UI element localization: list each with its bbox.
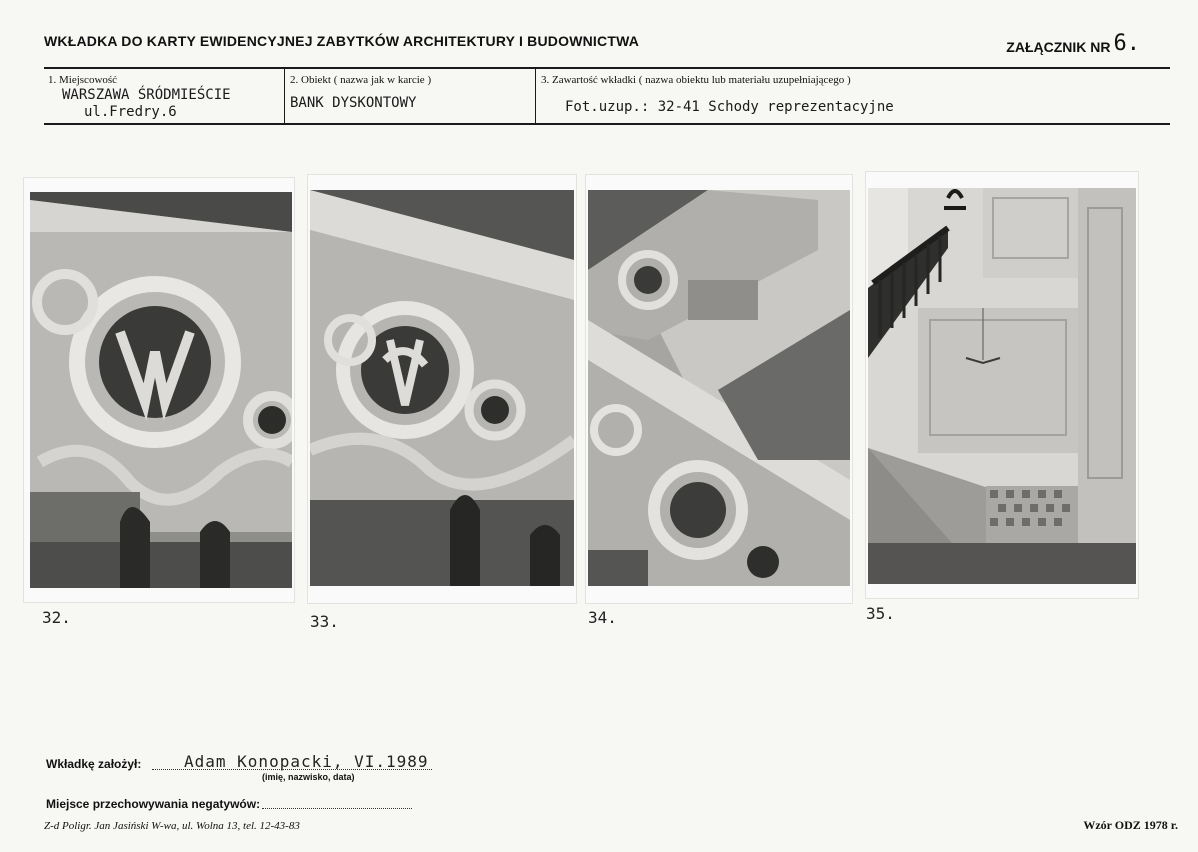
table-bottom-rule (44, 123, 1170, 125)
photo-34-caption: 34. (588, 608, 617, 627)
field-1-value-line2: ul.Fredry.6 (84, 104, 177, 120)
created-by-value: Adam Konopacki, VI.1989 (184, 752, 429, 771)
created-by-hint: (imię, nazwisko, data) (262, 772, 355, 782)
negatives-location-line (262, 808, 412, 809)
attachment-label: ZAŁĄCZNIK NR (1006, 39, 1111, 55)
carved-balustrade-photo-icon (30, 192, 292, 588)
photo-32 (24, 178, 294, 602)
table-top-rule (44, 67, 1170, 69)
field-3-value: Fot.uzup.: 32-41 Schody reprezentacyjne (565, 99, 894, 115)
staircase-photo-icon (588, 190, 850, 586)
printer-imprint: Z-d Poligr. Jan Jasiński W-wa, ul. Wolna 13, tel. 12-43-83 (44, 820, 300, 832)
field-1-value-line1: WARSZAWA ŚRÓDMIEŚCIE (62, 87, 231, 103)
column-divider (284, 68, 285, 124)
negatives-location-label: Miejsce przechowywania negatywów: (46, 797, 261, 811)
field-2-label: 2. Obiekt ( nazwa jak w karcie ) (290, 74, 432, 86)
carved-balustrade-photo-icon (310, 190, 574, 586)
attachment-number (1006, 33, 1140, 58)
photo-33-caption: 33. (310, 612, 339, 631)
field-2-value: BANK DYSKONTOWY (290, 95, 417, 111)
form-model-id: Wzór ODZ 1978 r. (1083, 818, 1178, 832)
created-by-label: Wkładkę założył: (46, 757, 142, 771)
photo-35 (866, 172, 1138, 598)
photo-35-caption: 35. (866, 604, 895, 623)
form-title: WKŁADKA DO KARTY EWIDENCYJNEJ ZABYTKÓW ARCHITEKTURY I BUDOWNICTWA (44, 33, 640, 49)
field-3-label: 3. Zawartość wkładki ( nazwa obiektu lub materiału uzupełniającego ) (541, 74, 851, 86)
column-divider (535, 68, 536, 124)
stair-hall-photo-icon (868, 188, 1136, 584)
attachment-value: 6. (1113, 31, 1140, 56)
photo-33 (308, 175, 576, 603)
photo-32-caption: 32. (42, 608, 71, 627)
field-1-label: 1. Miejscowość (48, 74, 118, 86)
photo-34 (586, 175, 852, 603)
